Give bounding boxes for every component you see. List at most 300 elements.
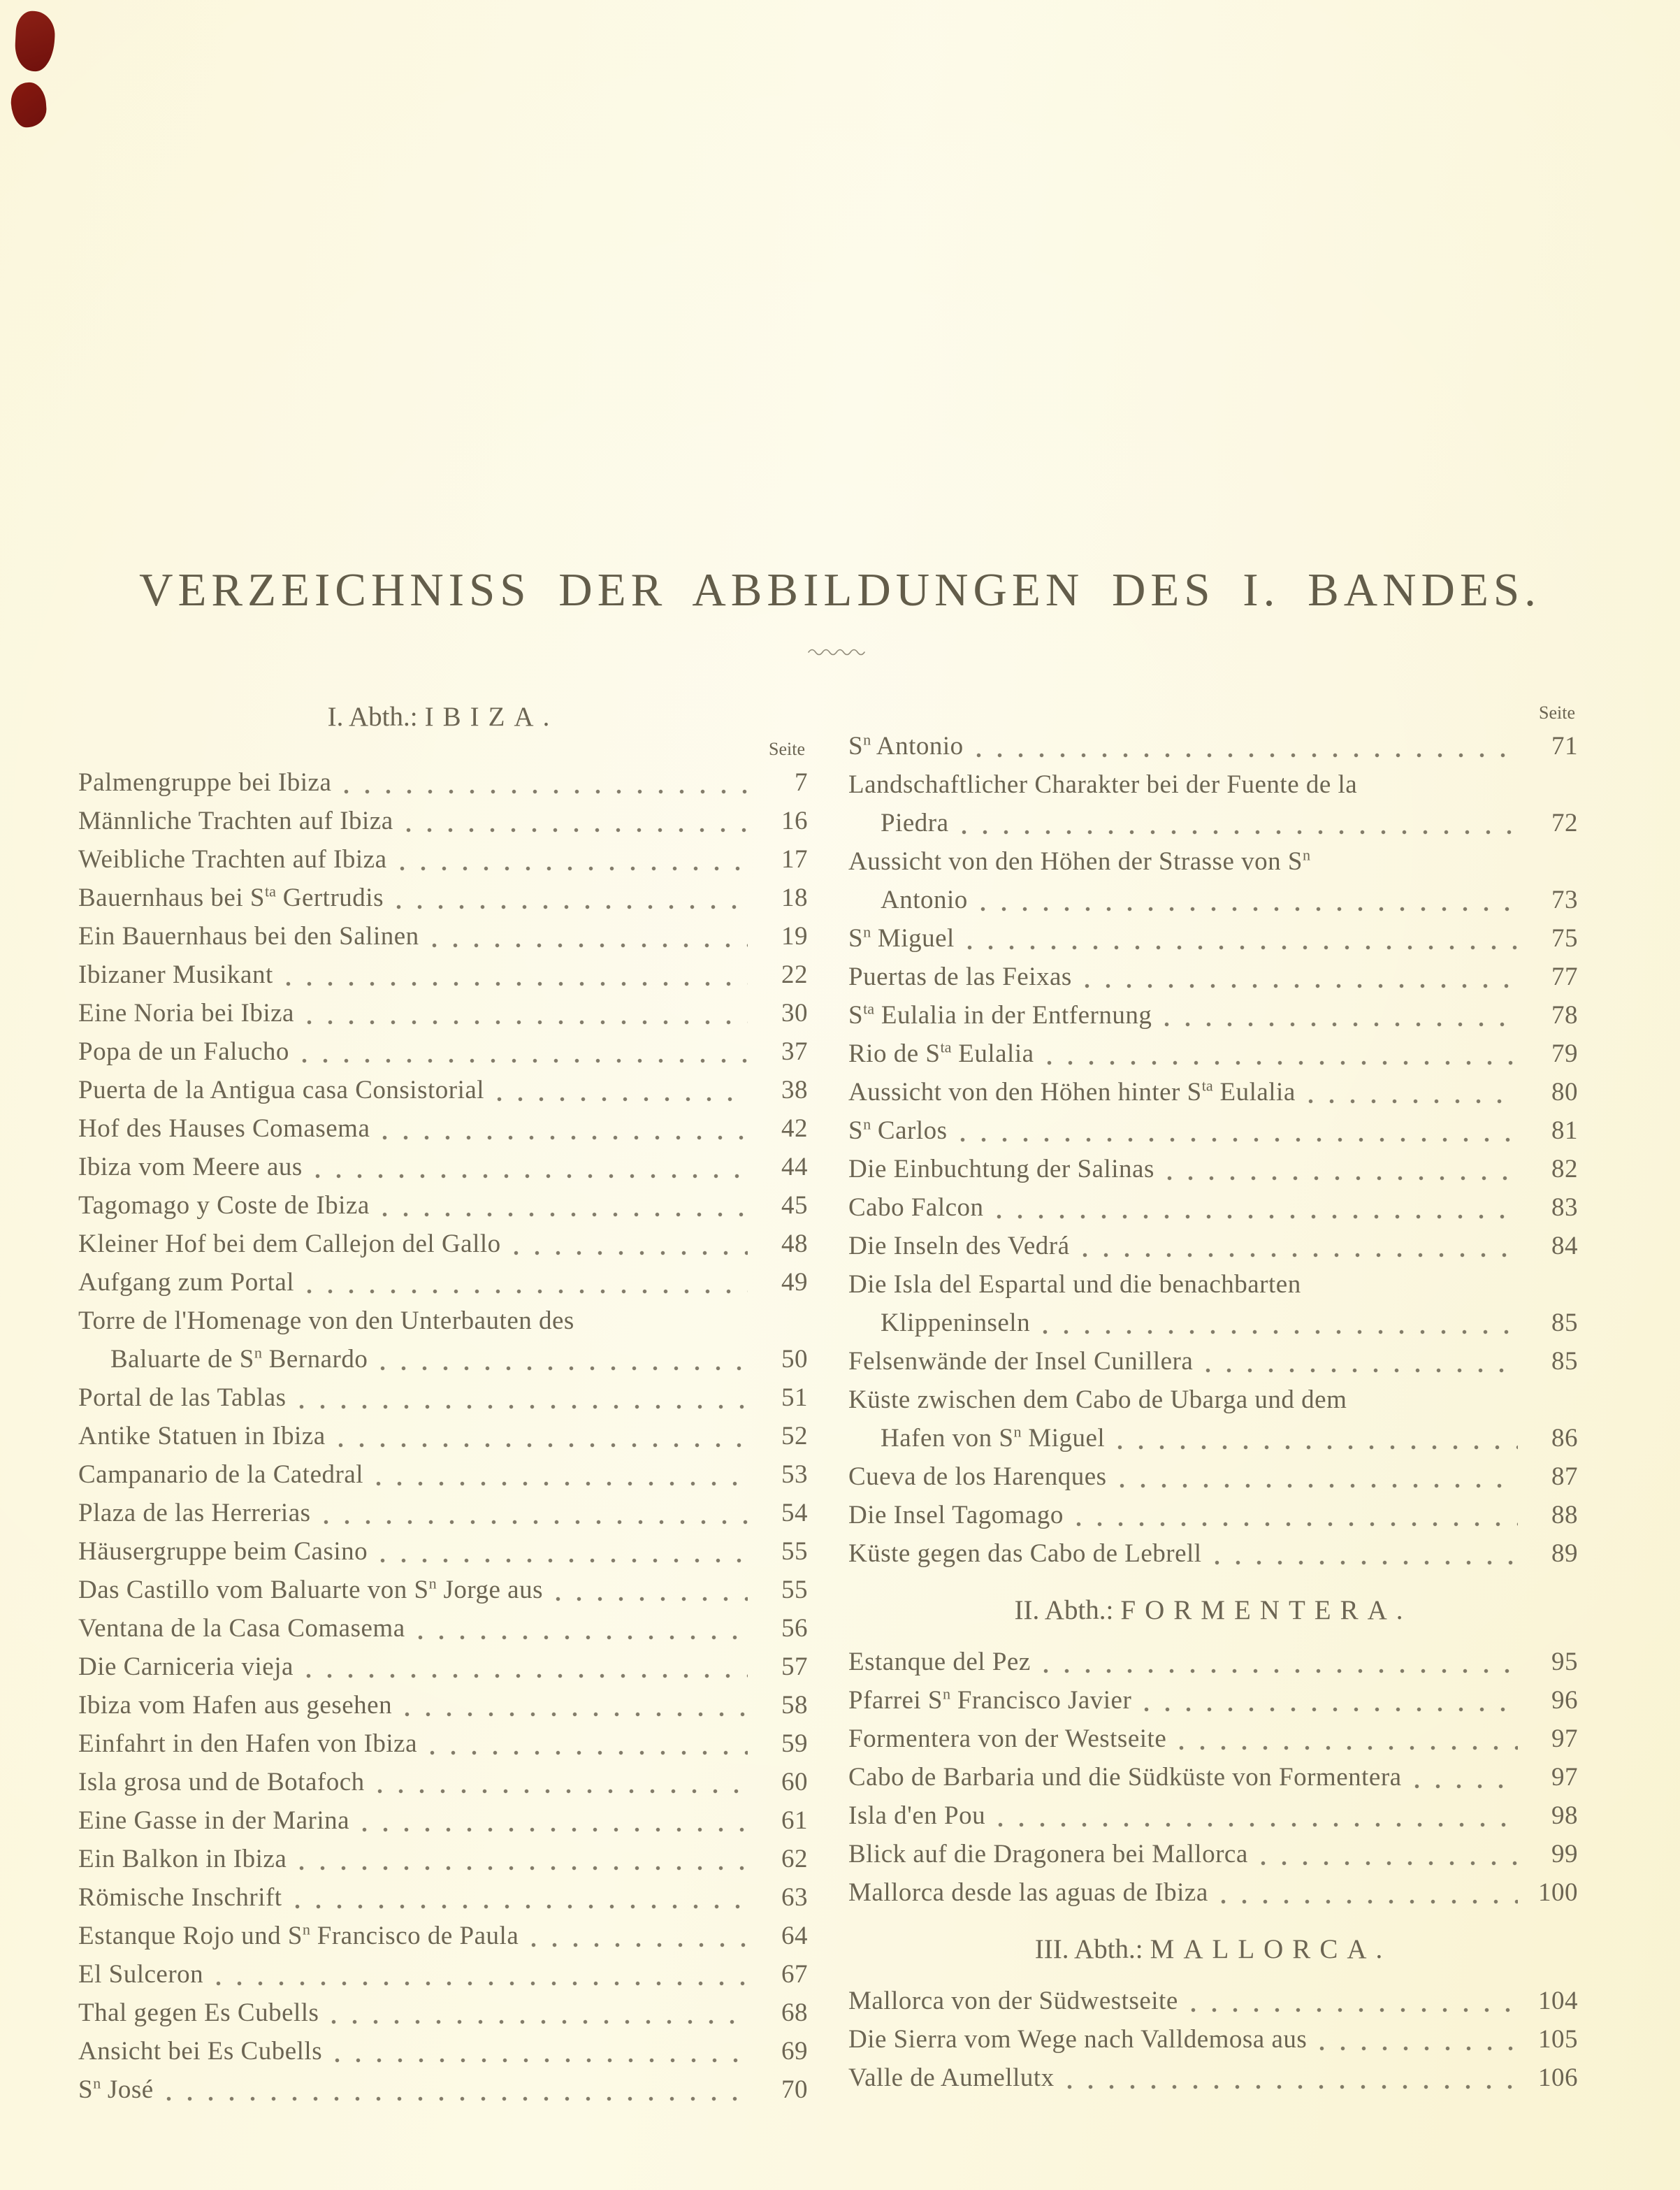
seite-label-left: Seite bbox=[769, 739, 805, 759]
entry-title: Mallorca desde las aguas de Ibiza bbox=[848, 1878, 1208, 1907]
entry-title: Antike Statuen in Ibiza bbox=[78, 1422, 326, 1450]
dot-leader bbox=[430, 1750, 748, 1755]
entry-title: Thal gegen Es Cubells bbox=[78, 1998, 319, 2027]
toc-entry bbox=[78, 1378, 808, 1417]
dot-leader bbox=[344, 789, 748, 794]
entry-title: Aussicht von den Höhen hinter $S^{ta}$ Eulalia bbox=[848, 1076, 1296, 1107]
dot-leader bbox=[1144, 1707, 1518, 1712]
entry-line bbox=[848, 1873, 1578, 1912]
dot-leader bbox=[1319, 2046, 1518, 2051]
entry-line bbox=[78, 879, 808, 917]
entry-page: 79 bbox=[1551, 1039, 1578, 1068]
dot-leader bbox=[1120, 1483, 1518, 1488]
entry-line bbox=[848, 2059, 1578, 2097]
page-title: VERZEICHNISS DER ABBILDUNGEN DES I. BANDES. bbox=[139, 564, 1541, 616]
section-name: FORMENTERA. bbox=[1120, 1595, 1412, 1625]
entry-title: Estanque del Pez bbox=[848, 1648, 1031, 1676]
entry-title: Baluarte de $S^n$ Bernardo bbox=[110, 1343, 368, 1374]
toc-entry bbox=[848, 1381, 1578, 1457]
entry-page: 48 bbox=[781, 1230, 808, 1258]
entry-line bbox=[78, 802, 808, 840]
entry-title: Hof des Hauses Comasema bbox=[78, 1114, 370, 1143]
entry-line bbox=[848, 1342, 1578, 1381]
entry-page: 61 bbox=[781, 1806, 808, 1835]
entry-line bbox=[848, 1419, 1578, 1457]
dot-leader bbox=[324, 1520, 748, 1525]
dot-leader bbox=[1221, 1899, 1518, 1904]
entry-title: Das Castillo vom Baluarte von $S^n$ Jorge aus bbox=[78, 1574, 543, 1604]
entry-page: 85 bbox=[1551, 1347, 1578, 1376]
entry-line bbox=[78, 1571, 808, 1609]
toc-entry bbox=[78, 1071, 808, 1109]
entry-page: 37 bbox=[781, 1037, 808, 1066]
entry-line bbox=[848, 1457, 1578, 1496]
dot-leader bbox=[216, 1981, 748, 1986]
entry-line bbox=[848, 804, 1578, 842]
entry-page: 55 bbox=[781, 1537, 808, 1566]
entry-title-line bbox=[848, 842, 1578, 881]
dot-leader bbox=[307, 1289, 748, 1294]
entry-line bbox=[848, 1035, 1578, 1073]
dot-leader bbox=[335, 2058, 748, 2063]
entry-line bbox=[78, 1917, 808, 1955]
toc-entry bbox=[78, 1532, 808, 1571]
entry-title: Valle de Aumellutx bbox=[848, 2063, 1055, 2092]
dot-leader bbox=[960, 1137, 1518, 1142]
entry-title: Felsenwände der Insel Cunillera bbox=[848, 1347, 1194, 1376]
toc-entry bbox=[78, 1955, 808, 1994]
dot-leader bbox=[406, 828, 748, 833]
entry-line bbox=[848, 1227, 1578, 1265]
entry-page: 75 bbox=[1551, 924, 1578, 953]
entry-title: Ibiza vom Hafen aus gesehen bbox=[78, 1691, 393, 1720]
toc-entry bbox=[78, 1109, 808, 1148]
dot-leader bbox=[376, 1481, 748, 1486]
entry-page: 7 bbox=[795, 768, 808, 797]
entry-page: 86 bbox=[1551, 1424, 1578, 1453]
toc-entry bbox=[848, 1265, 1578, 1342]
toc-entry bbox=[848, 1188, 1578, 1227]
entry-line bbox=[78, 1955, 808, 1994]
entry-title: Weibliche Trachten auf Ibiza bbox=[78, 845, 387, 874]
entry-line bbox=[848, 1188, 1578, 1227]
entry-title: Puerta de la Antigua casa Consistorial bbox=[78, 1076, 485, 1104]
entry-page: 42 bbox=[781, 1114, 808, 1143]
entry-line bbox=[78, 1263, 808, 1302]
dot-leader bbox=[405, 1712, 748, 1717]
entry-title: Bauernhaus bei $S^{ta}$ Gertrudis bbox=[78, 882, 384, 912]
right-blocks bbox=[848, 727, 1578, 2097]
entry-line bbox=[848, 2020, 1578, 2059]
entry-page: 100 bbox=[1538, 1878, 1578, 1907]
entry-page: 64 bbox=[781, 1922, 808, 1950]
dot-leader bbox=[315, 1174, 748, 1179]
entry-title: Die Inseln des Vedrá bbox=[848, 1232, 1070, 1260]
entry-title: Die Einbuchtung der Salinas bbox=[848, 1155, 1154, 1183]
entry-title: Campanario de la Catedral bbox=[78, 1460, 364, 1489]
toc-entry bbox=[78, 2032, 808, 2070]
entry-title: Die Sierra vom Wege nach Valldemosa aus bbox=[848, 2025, 1308, 2054]
entry-title: Ansicht bei Es Cubells bbox=[78, 2037, 323, 2066]
dot-leader bbox=[962, 830, 1518, 835]
entry-line bbox=[848, 1073, 1578, 1111]
toc-entry bbox=[78, 1724, 808, 1763]
entry-page: 96 bbox=[1551, 1686, 1578, 1715]
entry-page: 54 bbox=[781, 1499, 808, 1527]
entry-page: 70 bbox=[781, 2075, 808, 2104]
dot-leader bbox=[1117, 1445, 1518, 1450]
toc-entry bbox=[78, 1417, 808, 1455]
dot-leader bbox=[556, 1597, 748, 1601]
entry-page: 58 bbox=[781, 1691, 808, 1720]
entry-line bbox=[848, 881, 1578, 919]
entry-line bbox=[848, 1643, 1578, 1681]
dot-leader bbox=[1215, 1560, 1518, 1565]
entry-group bbox=[848, 1982, 1578, 2097]
dot-leader bbox=[299, 1866, 748, 1871]
toc-entry bbox=[848, 765, 1578, 842]
entry-line bbox=[78, 1455, 808, 1494]
right-column bbox=[848, 700, 1578, 2097]
entry-line bbox=[78, 1801, 808, 1840]
dot-leader bbox=[1414, 1784, 1518, 1789]
dot-leader bbox=[331, 2019, 748, 2024]
entry-page: 89 bbox=[1551, 1539, 1578, 1568]
dot-leader bbox=[998, 1822, 1518, 1827]
entry-line bbox=[848, 1681, 1578, 1720]
entry-title: Palmengruppe bei Ibiza bbox=[78, 768, 332, 797]
entry-title: $S^n$ José bbox=[78, 2074, 154, 2104]
entry-page: 87 bbox=[1551, 1462, 1578, 1491]
entry-page: 67 bbox=[781, 1960, 808, 1989]
entry-line bbox=[78, 1532, 808, 1571]
entry-page: 49 bbox=[781, 1268, 808, 1297]
entry-title: Klippeninseln bbox=[881, 1309, 1031, 1337]
entry-title: Rio de $S^{ta}$ Eulalia bbox=[848, 1038, 1034, 1068]
toc-entry bbox=[848, 727, 1578, 765]
entry-page: 82 bbox=[1551, 1155, 1578, 1183]
toc-entry bbox=[848, 1835, 1578, 1873]
dot-leader bbox=[1308, 1099, 1518, 1104]
red-stamp-mark-top bbox=[14, 10, 56, 73]
toc-entry bbox=[78, 802, 808, 840]
entry-line bbox=[78, 1609, 808, 1648]
toc-entry bbox=[848, 1457, 1578, 1496]
entry-page: 80 bbox=[1551, 1078, 1578, 1107]
toc-entry bbox=[78, 1648, 808, 1686]
entry-title: Einfahrt in den Hafen von Ibiza bbox=[78, 1729, 418, 1758]
entry-title: Piedra bbox=[881, 809, 949, 837]
toc-entry bbox=[848, 1873, 1578, 1912]
dot-leader bbox=[432, 943, 748, 948]
entry-line bbox=[78, 1032, 808, 1071]
entry-title: Pfarrei $S^n$ Francisco Javier bbox=[848, 1685, 1132, 1715]
toc-entry bbox=[78, 917, 808, 956]
entry-page: 78 bbox=[1551, 1001, 1578, 1030]
entry-page: 44 bbox=[781, 1153, 808, 1181]
dot-leader bbox=[1261, 1861, 1518, 1866]
entry-title-line bbox=[848, 765, 1578, 804]
entry-line bbox=[848, 1982, 1578, 2020]
entry-title-line bbox=[78, 1302, 808, 1340]
toc-entry bbox=[78, 1571, 808, 1609]
toc-entry bbox=[78, 840, 808, 879]
dot-leader bbox=[1067, 2084, 1518, 2089]
entry-line bbox=[848, 919, 1578, 958]
entry-title: Ventana de la Casa Comasema bbox=[78, 1614, 405, 1643]
entry-page: 55 bbox=[781, 1576, 808, 1604]
entry-page: 97 bbox=[1551, 1724, 1578, 1753]
entry-title: Puertas de las Feixas bbox=[848, 963, 1072, 991]
dot-leader bbox=[380, 1558, 748, 1563]
entry-page: 63 bbox=[781, 1883, 808, 1912]
entry-page: 56 bbox=[781, 1614, 808, 1643]
entry-line bbox=[848, 996, 1578, 1035]
toc-entry bbox=[78, 1455, 808, 1494]
entry-page: 85 bbox=[1551, 1309, 1578, 1337]
left-column bbox=[78, 700, 808, 2109]
entry-line bbox=[848, 1111, 1578, 1150]
toc-entry bbox=[848, 958, 1578, 996]
entry-page: 84 bbox=[1551, 1232, 1578, 1260]
entry-title: El Sulceron bbox=[78, 1960, 204, 1989]
entry-line bbox=[78, 1340, 808, 1378]
entry-line bbox=[78, 1763, 808, 1801]
entry-page: 72 bbox=[1551, 809, 1578, 837]
seite-label-right: Seite bbox=[1539, 703, 1575, 723]
dot-leader bbox=[514, 1251, 748, 1255]
dot-leader bbox=[980, 907, 1518, 912]
entry-title: Blick auf die Dragonera bei Mallorca bbox=[848, 1840, 1248, 1868]
dot-leader bbox=[307, 1020, 748, 1025]
entry-page: 62 bbox=[781, 1845, 808, 1873]
entry-page: 98 bbox=[1551, 1801, 1578, 1830]
toc-entry bbox=[78, 1801, 808, 1840]
section-header-ibiza bbox=[78, 700, 808, 734]
toc-entry bbox=[848, 1073, 1578, 1111]
toc-entry bbox=[848, 1796, 1578, 1835]
entry-title: Römische Inschrift bbox=[78, 1883, 282, 1912]
entry-line bbox=[78, 1994, 808, 2032]
entry-page: 38 bbox=[781, 1076, 808, 1104]
entry-title: Tagomago y Coste de Ibiza bbox=[78, 1191, 370, 1220]
entry-page: 59 bbox=[781, 1729, 808, 1758]
dot-leader bbox=[967, 945, 1518, 950]
toc-entry bbox=[848, 1035, 1578, 1073]
section-prefix: I. Abth.: bbox=[327, 702, 418, 732]
entry-page: 104 bbox=[1538, 1987, 1578, 2015]
toc-entry bbox=[848, 2059, 1578, 2097]
entry-line bbox=[848, 1758, 1578, 1796]
entry-page: 51 bbox=[781, 1383, 808, 1412]
entry-line bbox=[78, 1724, 808, 1763]
entry-page: 95 bbox=[1551, 1648, 1578, 1676]
entry-title: Estanque Rojo und $S^n$ Francisco de Paula bbox=[78, 1920, 519, 1950]
toc-entry bbox=[848, 1496, 1578, 1534]
entry-line bbox=[78, 1186, 808, 1225]
dot-leader bbox=[1076, 1522, 1518, 1527]
dot-leader bbox=[1082, 1253, 1518, 1258]
entry-title: Die Isla del Espartal und die benachbarten bbox=[848, 1270, 1301, 1299]
entry-line bbox=[78, 917, 808, 956]
toc-entry bbox=[848, 1720, 1578, 1758]
entry-page: 19 bbox=[781, 922, 808, 951]
toc-entry bbox=[78, 1840, 808, 1878]
dot-leader bbox=[1043, 1669, 1518, 1673]
red-stamp-mark-bottom bbox=[10, 81, 48, 128]
toc-entry bbox=[78, 1148, 808, 1186]
entry-title: Landschaftlicher Charakter bei der Fuente de la bbox=[848, 770, 1358, 799]
title-divider bbox=[805, 647, 875, 660]
section-name: MALLORCA. bbox=[1150, 1934, 1392, 1964]
squiggle-ornament bbox=[806, 647, 874, 656]
section-name: IBIZA. bbox=[424, 702, 559, 732]
entry-title: Ein Balkon in Ibiza bbox=[78, 1845, 287, 1873]
toc-entry bbox=[78, 1763, 808, 1801]
entry-line bbox=[78, 1071, 808, 1109]
toc-entry bbox=[78, 956, 808, 994]
entry-page: 73 bbox=[1551, 886, 1578, 914]
dot-leader bbox=[299, 1404, 748, 1409]
entry-page: 18 bbox=[781, 884, 808, 912]
toc-entry bbox=[78, 1917, 808, 1955]
toc-entry bbox=[78, 1032, 808, 1071]
entry-title: Ibizaner Musikant bbox=[78, 960, 273, 989]
dot-leader bbox=[396, 905, 748, 909]
entry-page: 97 bbox=[1551, 1763, 1578, 1792]
toc-entry bbox=[848, 919, 1578, 958]
entry-page: 17 bbox=[781, 845, 808, 874]
entry-line bbox=[78, 1417, 808, 1455]
dot-leader bbox=[302, 1058, 748, 1063]
entry-page: 88 bbox=[1551, 1501, 1578, 1529]
toc-entry bbox=[78, 1302, 808, 1378]
dot-leader bbox=[531, 1943, 748, 1947]
entry-line bbox=[78, 1378, 808, 1417]
toc-entry bbox=[848, 1227, 1578, 1265]
dot-leader bbox=[382, 1212, 748, 1217]
dot-leader bbox=[1085, 984, 1518, 988]
toc-entry bbox=[78, 1494, 808, 1532]
dot-leader bbox=[1167, 1176, 1518, 1181]
entry-title: $S^n$ Miguel bbox=[848, 923, 955, 953]
entry-title: Häusergruppe beim Casino bbox=[78, 1537, 368, 1566]
dot-leader bbox=[1179, 1745, 1518, 1750]
entry-line bbox=[848, 1496, 1578, 1534]
entry-title: Plaza de las Herrerias bbox=[78, 1499, 311, 1527]
dot-leader bbox=[377, 1789, 748, 1794]
toc-entry bbox=[78, 879, 808, 917]
entry-title: Isla grosa und de Botafoch bbox=[78, 1768, 365, 1796]
dot-leader bbox=[306, 1673, 748, 1678]
toc-entry bbox=[78, 1994, 808, 2032]
entry-title: Ein Bauernhaus bei den Salinen bbox=[78, 922, 419, 951]
entry-line bbox=[78, 1648, 808, 1686]
entry-title: Küste zwischen dem Cabo de Ubarga und dem bbox=[848, 1385, 1347, 1414]
entry-title: Eine Gasse in der Marina bbox=[78, 1806, 350, 1835]
toc-entry bbox=[848, 1342, 1578, 1381]
entry-title: Die Insel Tagomago bbox=[848, 1501, 1064, 1529]
entry-page: 69 bbox=[781, 2037, 808, 2066]
section-prefix: III. Abth.: bbox=[1034, 1934, 1143, 1964]
toc-entry bbox=[848, 2020, 1578, 2059]
dot-leader bbox=[1205, 1368, 1518, 1373]
entry-title: Cabo Falcon bbox=[848, 1193, 984, 1222]
toc-entry bbox=[848, 996, 1578, 1035]
section-prefix: II. Abth.: bbox=[1014, 1595, 1114, 1625]
entry-title: $S^n$ Antonio bbox=[848, 730, 964, 761]
entry-line bbox=[78, 2032, 808, 2070]
dot-leader bbox=[380, 1366, 748, 1371]
entry-line bbox=[848, 1150, 1578, 1188]
entry-title: Isla d'en Pou bbox=[848, 1801, 986, 1830]
entry-title: $S^{ta}$ Eulalia in der Entfernung bbox=[848, 1000, 1152, 1030]
entry-title: Formentera von der Westseite bbox=[848, 1724, 1167, 1753]
entry-line bbox=[848, 727, 1578, 765]
toc-entry bbox=[848, 1681, 1578, 1720]
toc-entry bbox=[848, 1643, 1578, 1681]
dot-leader bbox=[400, 866, 748, 871]
entry-title: Antonio bbox=[881, 886, 968, 914]
entry-line bbox=[848, 958, 1578, 996]
toc-entry bbox=[848, 1150, 1578, 1188]
toc-entry bbox=[848, 1534, 1578, 1573]
entry-line bbox=[78, 1148, 808, 1186]
dot-leader bbox=[295, 1904, 748, 1909]
entry-page: 99 bbox=[1551, 1840, 1578, 1868]
entry-line bbox=[78, 1494, 808, 1532]
entry-line bbox=[78, 763, 808, 802]
entry-line bbox=[78, 1225, 808, 1263]
left-entries bbox=[78, 763, 808, 2109]
toc-entry bbox=[848, 842, 1578, 919]
entry-page: 83 bbox=[1551, 1193, 1578, 1222]
toc-entry bbox=[78, 2070, 808, 2109]
entry-line bbox=[848, 1534, 1578, 1573]
toc-entry bbox=[78, 1686, 808, 1724]
entry-title: Aussicht von den Höhen der Strasse von $S^n$ bbox=[848, 846, 1311, 876]
section-header bbox=[848, 1933, 1578, 1966]
entry-title: $S^n$ Carlos bbox=[848, 1115, 948, 1145]
entry-group bbox=[848, 727, 1578, 1573]
entry-page: 60 bbox=[781, 1768, 808, 1796]
entry-line bbox=[848, 1720, 1578, 1758]
entry-line bbox=[78, 1840, 808, 1878]
toc-entry bbox=[848, 1111, 1578, 1150]
entry-title: Küste gegen das Cabo de Lebrell bbox=[848, 1539, 1202, 1568]
entry-line bbox=[78, 1686, 808, 1724]
entry-title: Ibiza vom Meere aus bbox=[78, 1153, 303, 1181]
entry-title: Hafen von $S^n$ Miguel bbox=[881, 1422, 1106, 1453]
entry-page: 50 bbox=[781, 1345, 808, 1374]
entry-title: Cueva de los Harenques bbox=[848, 1462, 1107, 1491]
dot-leader bbox=[997, 1214, 1518, 1219]
entry-line bbox=[848, 1304, 1578, 1342]
toc-entry bbox=[78, 1225, 808, 1263]
dot-leader bbox=[497, 1097, 748, 1102]
dot-leader bbox=[338, 1443, 748, 1448]
entry-title: Männliche Trachten auf Ibiza bbox=[78, 807, 393, 835]
entry-page: 45 bbox=[781, 1191, 808, 1220]
dot-leader bbox=[1191, 2008, 1518, 2012]
entry-line bbox=[78, 840, 808, 879]
dot-leader bbox=[286, 981, 748, 986]
toc-entry bbox=[78, 1263, 808, 1302]
entry-page: 71 bbox=[1551, 732, 1578, 761]
entry-page: 22 bbox=[781, 960, 808, 989]
entry-line bbox=[78, 956, 808, 994]
toc-entry bbox=[848, 1758, 1578, 1796]
